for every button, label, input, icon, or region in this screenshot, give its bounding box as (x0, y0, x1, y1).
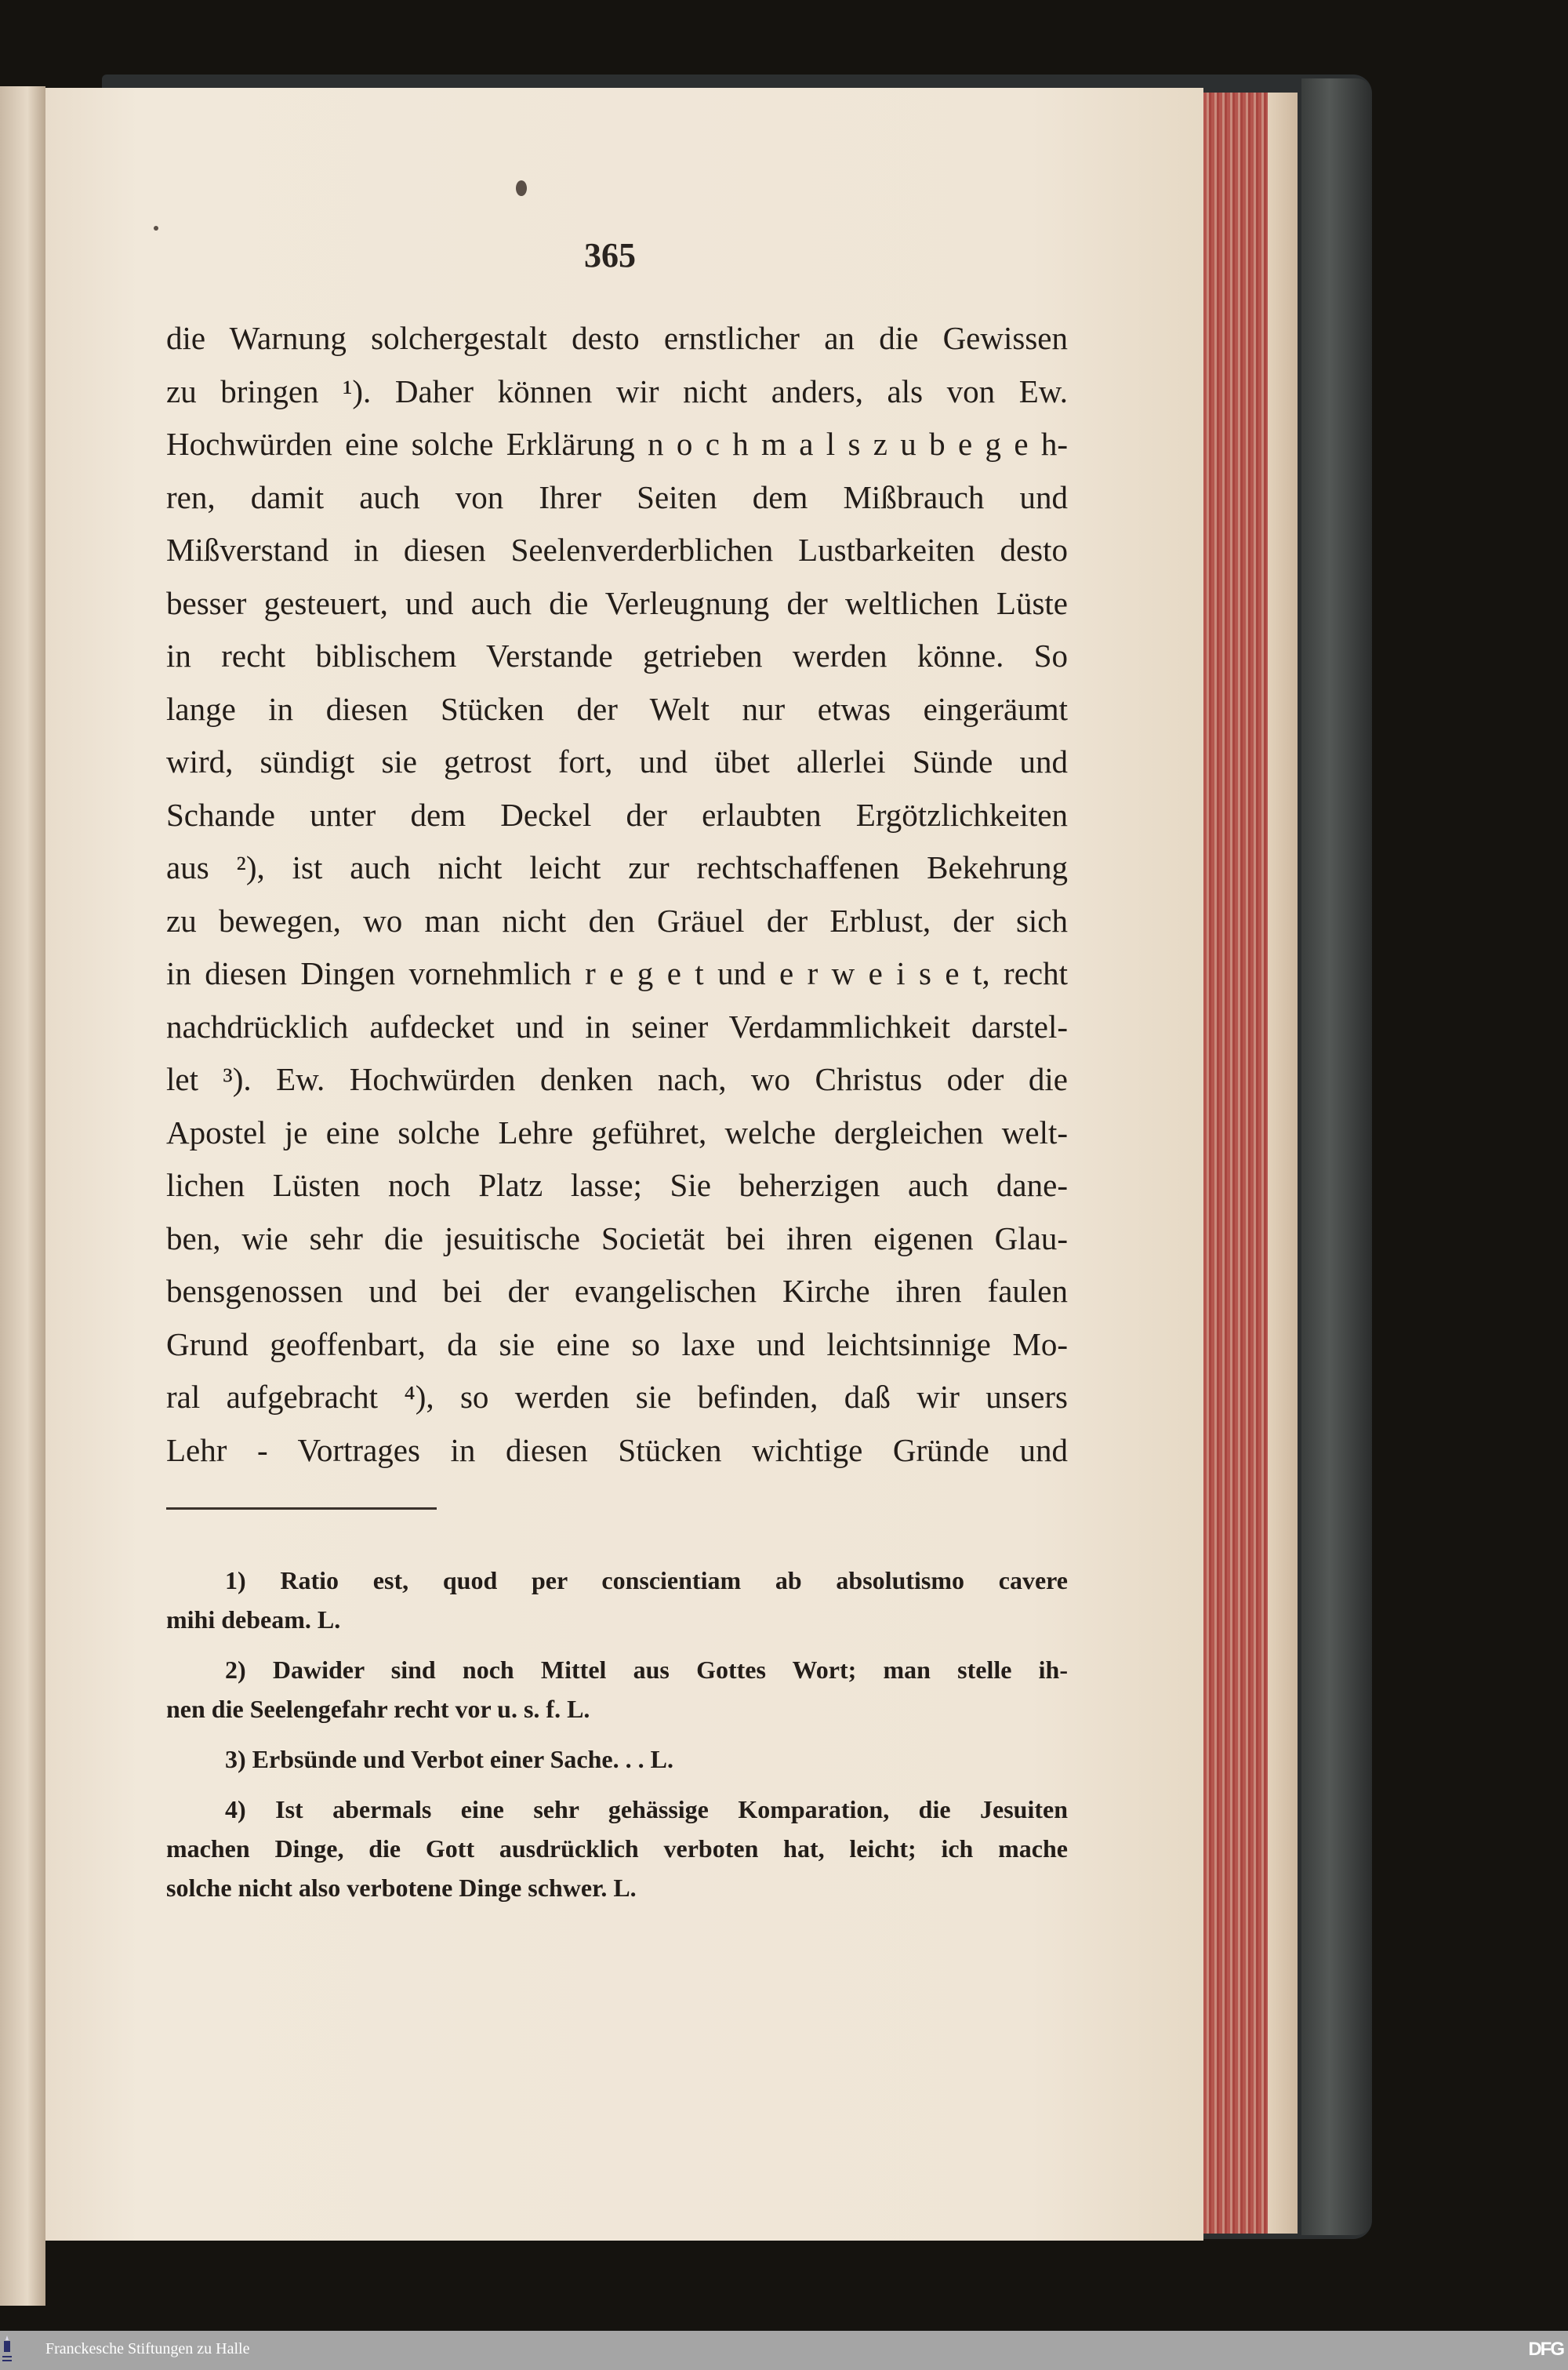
footnote-3 (166, 1739, 1068, 1779)
body-text (166, 312, 1068, 1477)
institution-name: Franckesche Stiftungen zu Halle (45, 2340, 250, 2357)
footnote-line: solche nicht also verbotene Dinge schwer. L. (166, 1874, 637, 1902)
text-line: die Warnung solchergestalt desto ernstlicher an die Gewissen (166, 320, 1068, 356)
ink-spot (154, 226, 158, 231)
text-line: ben, wie sehr die jesuitische Societät bei ihren eigenen Glau- (166, 1220, 1068, 1256)
left-page-edge (0, 86, 45, 2306)
footer-bar (0, 2331, 1568, 2370)
text-line: Hochwürden eine solche Erklärung n o c h m a l s z u b e g e h- (166, 426, 1068, 462)
footnote-1 (166, 1561, 1068, 1639)
text-line: Mißverstand in diesen Seelenverderblichen Lustbarkeiten desto (166, 532, 1068, 568)
book-cover-edge (1301, 78, 1372, 2235)
footnote-line: 1) Ratio est, quod per conscientiam ab absolutismo cavere (225, 1566, 1068, 1594)
text-line: in diesen Dingen vornehmlich r e g e t und e r w e i s e t, recht (166, 955, 1068, 991)
text-line: lange in diesen Stücken der Welt nur etwas eingeräumt (166, 690, 1068, 727)
footnote-rule (166, 1507, 437, 1510)
footnote-2 (166, 1650, 1068, 1728)
footnote-line: 4) Ist abermals eine sehr gehässige Komparation, die Jesuiten (225, 1795, 1068, 1823)
text-line: Lehr - Vortrages in diesen Stücken wichtige Gründe und (166, 1431, 1068, 1468)
text-line: ral aufgebracht ⁴), so werden sie befinden, daß wir unsers (166, 1379, 1068, 1415)
text-line: lichen Lüsten noch Platz lasse; Sie beherzigen auch dane- (166, 1167, 1068, 1203)
footnote-line: 2) Dawider sind noch Mittel aus Gottes Wort; man stelle ih- (225, 1656, 1068, 1684)
text-line: Schande unter dem Deckel der erlaubten Ergötzlichkeiten (166, 796, 1068, 833)
footnote-line: nen die Seelengefahr recht vor u. s. f. L. (166, 1695, 590, 1723)
footnote-line: 3) Erbsünde und Verbot einer Sache. . . L. (225, 1745, 673, 1773)
text-line: zu bewegen, wo man nicht den Gräuel der Erblust, der sich (166, 902, 1068, 939)
page-number: 365 (584, 236, 636, 274)
text-line: let ³). Ew. Hochwürden denken nach, wo Christus oder die (166, 1061, 1068, 1097)
ink-spot (516, 180, 527, 196)
footnotes (166, 1561, 1068, 1918)
text-line: ren, damit auch von Ihrer Seiten dem Mißbrauch und (166, 478, 1068, 515)
footnote-line: machen Dinge, die Gott ausdrücklich verboten hat, leicht; ich mache (166, 1834, 1068, 1863)
institution-logo (2, 2334, 13, 2367)
text-line: Apostel je eine solche Lehre geführet, welche dergleichen welt- (166, 1114, 1068, 1150)
text-line: bensgenossen und bei der evangelischen Kirche ihren faulen (166, 1273, 1068, 1309)
text-line: nachdrücklich aufdecket und in seiner Verdammlichkeit darstel- (166, 1008, 1068, 1045)
footnote-4 (166, 1790, 1068, 1907)
text-line: wird, sündigt sie getrost fort, und übet allerlei Sünde und (166, 743, 1068, 780)
footnote-line: mihi debeam. L. (166, 1605, 341, 1634)
text-line: aus ²), ist auch nicht leicht zur rechtschaffenen Bekehrung (166, 849, 1068, 885)
text-line: in recht biblischem Verstande getrieben werden könne. So (166, 638, 1068, 674)
dfg-logo: DFG (1528, 2339, 1563, 2360)
text-line: zu bringen ¹). Daher können wir nicht anders, als von Ew. (166, 373, 1068, 409)
text-line: Grund geoffenbart, da sie eine so laxe und leichtsinnige Mo- (166, 1325, 1068, 1362)
page-edges (1203, 93, 1298, 2234)
text-line: besser gesteuert, und auch die Verleugnung der weltlichen Lüste (166, 584, 1068, 621)
